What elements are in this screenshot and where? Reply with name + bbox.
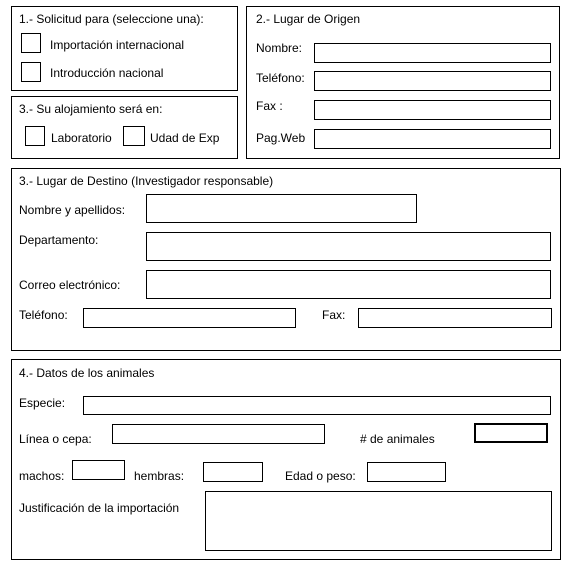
origin-fax-label: Fax :: [256, 99, 283, 113]
origin-phone-field[interactable]: [314, 71, 551, 91]
full-name-field[interactable]: [146, 194, 417, 223]
international-import-checkbox[interactable]: [21, 33, 41, 53]
section-housing: [11, 96, 238, 159]
animal-count-field[interactable]: [474, 423, 548, 443]
national-introduction-checkbox[interactable]: [21, 62, 41, 82]
origin-name-field[interactable]: [314, 43, 551, 63]
destination-fax-field[interactable]: [358, 308, 552, 328]
section-animals: [11, 359, 561, 560]
section-request-type: [11, 6, 238, 91]
section-housing-title: 3.- Su alojamiento será en:: [19, 102, 163, 116]
national-introduction-label: Introducción nacional: [50, 66, 164, 80]
males-field[interactable]: [72, 460, 125, 480]
females-label: hembras:: [134, 469, 185, 483]
laboratory-label: Laboratorio: [51, 131, 112, 145]
international-import-label: Importación internacional: [50, 38, 185, 52]
section-destination-title: 3.- Lugar de Destino (Investigador responsable): [19, 174, 274, 188]
experimental-unit-checkbox[interactable]: [123, 126, 145, 146]
species-label: Especie:: [19, 396, 66, 410]
email-label: Correo electrónico:: [19, 278, 121, 292]
section-origin: [246, 6, 560, 159]
justification-label: Justificación de la importación: [19, 501, 180, 515]
species-field[interactable]: [83, 396, 551, 415]
section-1-title: 1.- Solicitud para (seleccione una):: [19, 12, 204, 26]
strain-label: Línea o cepa:: [19, 432, 92, 446]
email-field[interactable]: [146, 270, 551, 299]
section-destination: [11, 168, 561, 351]
experimental-unit-label: Udad de Exp: [150, 131, 220, 145]
laboratory-checkbox[interactable]: [25, 126, 45, 146]
origin-web-label: Pag.Web: [256, 131, 306, 145]
females-field[interactable]: [203, 462, 263, 482]
destination-phone-field[interactable]: [83, 308, 296, 328]
origin-web-field[interactable]: [314, 129, 551, 149]
animal-count-label: # de animales: [360, 432, 435, 446]
age-weight-field[interactable]: [367, 462, 446, 482]
department-label: Departamento:: [19, 233, 99, 247]
strain-field[interactable]: [112, 424, 325, 444]
destination-fax-label: Fax:: [322, 308, 346, 322]
origin-fax-field[interactable]: [314, 100, 551, 120]
section-animals-title: 4.- Datos de los animales: [19, 366, 155, 380]
department-field[interactable]: [146, 232, 551, 261]
origin-name-label: Nombre:: [256, 41, 303, 55]
destination-phone-label: Teléfono:: [19, 308, 68, 322]
age-weight-label: Edad o peso:: [285, 469, 356, 483]
justification-field[interactable]: [205, 491, 552, 551]
origin-phone-label: Teléfono:: [256, 71, 305, 85]
section-2-title: 2.- Lugar de Origen: [256, 12, 361, 26]
males-label: machos:: [19, 469, 65, 483]
full-name-label: Nombre y apellidos:: [19, 203, 126, 217]
